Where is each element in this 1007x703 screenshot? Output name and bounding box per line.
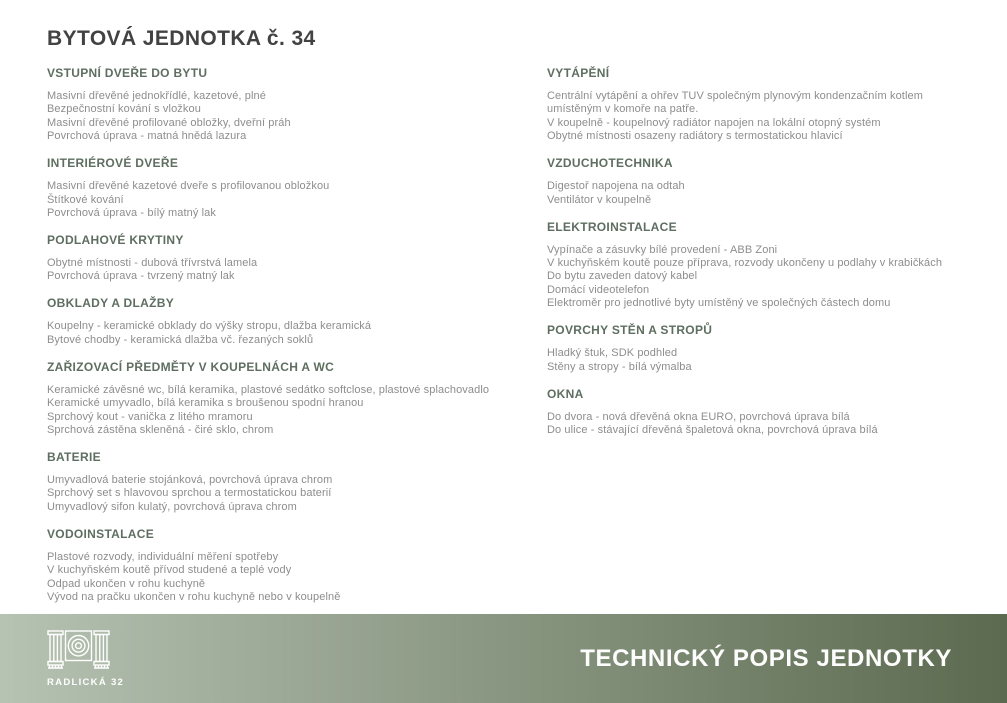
spec-columns (47, 66, 960, 617)
spec-line: V kuchyňském koutě přívod studené a teplé vody (47, 564, 292, 577)
spec-line: Bezpečnostní kování s vložkou (47, 103, 201, 116)
spec-section (547, 220, 960, 311)
spec-line: Plastové rozvody, individuální měření spotřeby (47, 550, 279, 563)
spec-line: Sprchová zástěna skleněná - čiré sklo, chrom (47, 424, 274, 437)
section-heading: ZAŘIZOVACÍ PŘEDMĚTY V KOUPELNÁCH A WC (47, 359, 335, 374)
spec-line: Povrchová úprava - tvrzený matný lak (47, 270, 235, 283)
radlicka-logo (47, 630, 124, 688)
spec-line: Do dvora - nová dřevěná okna EURO, povrchová úprava bílá (547, 410, 850, 423)
spec-line: Povrchová úprava - matná hnědá lazura (47, 130, 247, 143)
section-heading: VYTÁPĚNÍ (547, 66, 610, 80)
section-heading: BATERIE (47, 450, 101, 465)
spec-line: V koupelně - koupelnový radiátor napojen na lokální otopný systém (547, 116, 881, 129)
spec-line: Elektroměr pro jednotlivé byty umístěný ve společných částech domu (547, 297, 891, 310)
radlicka-logo-label: RADLICKÁ 32 (47, 676, 125, 688)
spec-section (47, 360, 547, 438)
section-heading: VZDUCHOTECHNIKA (547, 156, 673, 171)
spec-line: Ventilátor v koupelně (547, 193, 652, 206)
spec-line: Keramické závěsné wc, bílá keramika, plastové sedátko softclose, plastové splachovadlo (47, 383, 490, 396)
spec-line: Masivní dřevěné kazetové dveře s profilovanou obložkou (47, 180, 330, 193)
spec-line: Vývod na pračku ukončen v rohu kuchyně nebo v koupelně (47, 591, 341, 604)
spec-column-left (47, 66, 547, 617)
spec-line: Odpad ukončen v rohu kuchyně (47, 577, 206, 590)
section-heading: VODOINSTALACE (47, 526, 155, 541)
spec-line: Sprchový set s hlavovou sprchou a termostatickou baterií (47, 487, 332, 500)
spec-line: Digestoř napojena na odtah (547, 180, 685, 193)
spec-line: Domácí videotelefon (547, 283, 650, 296)
spec-line: Štítkové kování (47, 193, 124, 206)
spec-line: Keramické umyvadlo, bílá keramika s broušenou spodní hranou (47, 397, 364, 410)
spec-line: Bytové chodby - keramická dlažba vč. řezaných soklů (47, 333, 314, 346)
section-heading: VSTUPNÍ DVEŘE DO BYTU (47, 66, 208, 80)
spec-line: Centrální vytápění a ohřev TUV společným plynovým kondenzačním kotlem (547, 90, 923, 102)
spec-line: Vypínače a zásuvky bílé provedení - ABB Zoni (547, 243, 778, 256)
spec-line: umístěným v komoře na patře. (547, 103, 699, 116)
spec-section (547, 387, 960, 438)
spec-section (547, 323, 960, 374)
section-heading: OBKLADY A DLAŽBY (47, 296, 175, 311)
spec-line: Obytné místnosti - dubová třívrstvá lamela (47, 257, 258, 270)
spec-section (47, 233, 547, 284)
footer-banner (0, 614, 1007, 703)
spec-section (47, 66, 547, 144)
spec-line: Koupelny - keramické obklady do výšky stropu, dlažba keramická (47, 320, 372, 333)
banner-title: TECHNICKÝ POPIS JEDNOTKY (580, 644, 952, 672)
spec-section (47, 527, 547, 605)
spec-line: Masivní dřevěné profilované obložky, dveřní práh (47, 116, 291, 129)
section-heading: ELEKTROINSTALACE (547, 219, 677, 234)
spec-section (47, 450, 547, 514)
spec-column-right (547, 66, 960, 450)
spec-section (547, 156, 960, 207)
spec-line: Masivní dřevěné jednokřídlé, kazetové, plné (47, 90, 266, 102)
section-heading: POVRCHY STĚN A STROPŮ (547, 323, 713, 338)
spec-section (47, 296, 547, 347)
spec-line: Obytné místnosti osazeny radiátory s termostatickou hlavicí (547, 130, 843, 143)
spec-line: Umyvadlová baterie stojánková, povrchová úprava chrom (47, 474, 333, 487)
section-heading: INTERIÉROVÉ DVEŘE (47, 156, 179, 171)
spec-section (47, 156, 547, 220)
section-heading: PODLAHOVÉ KRYTINY (47, 233, 184, 248)
spec-line: Sprchový kout - vanička z litého mramoru (47, 410, 253, 423)
spec-line: Stěny a stropy - bílá výmalba (547, 360, 692, 373)
section-heading: OKNA (547, 386, 584, 401)
radlicka-logo-icon (47, 630, 110, 671)
spec-line: Povrchová úprava - bílý matný lak (47, 207, 216, 220)
spec-line: V kuchyňském koutě pouze příprava, rozvody ukončeny u podlahy v krabičkách (547, 257, 943, 270)
spec-line: Do bytu zaveden datový kabel (547, 270, 698, 283)
spec-line: Hladký štuk, SDK podhled (547, 347, 678, 360)
spec-line: Do ulice - stávající dřevěná špaletová okna, povrchová úprava bílá (547, 424, 878, 437)
spec-section (547, 66, 960, 144)
page-title: BYTOVÁ JEDNOTKA č. 34 (47, 27, 316, 50)
spec-line: Umyvadlový sifon kulatý, povrchová úprava chrom (47, 500, 297, 513)
